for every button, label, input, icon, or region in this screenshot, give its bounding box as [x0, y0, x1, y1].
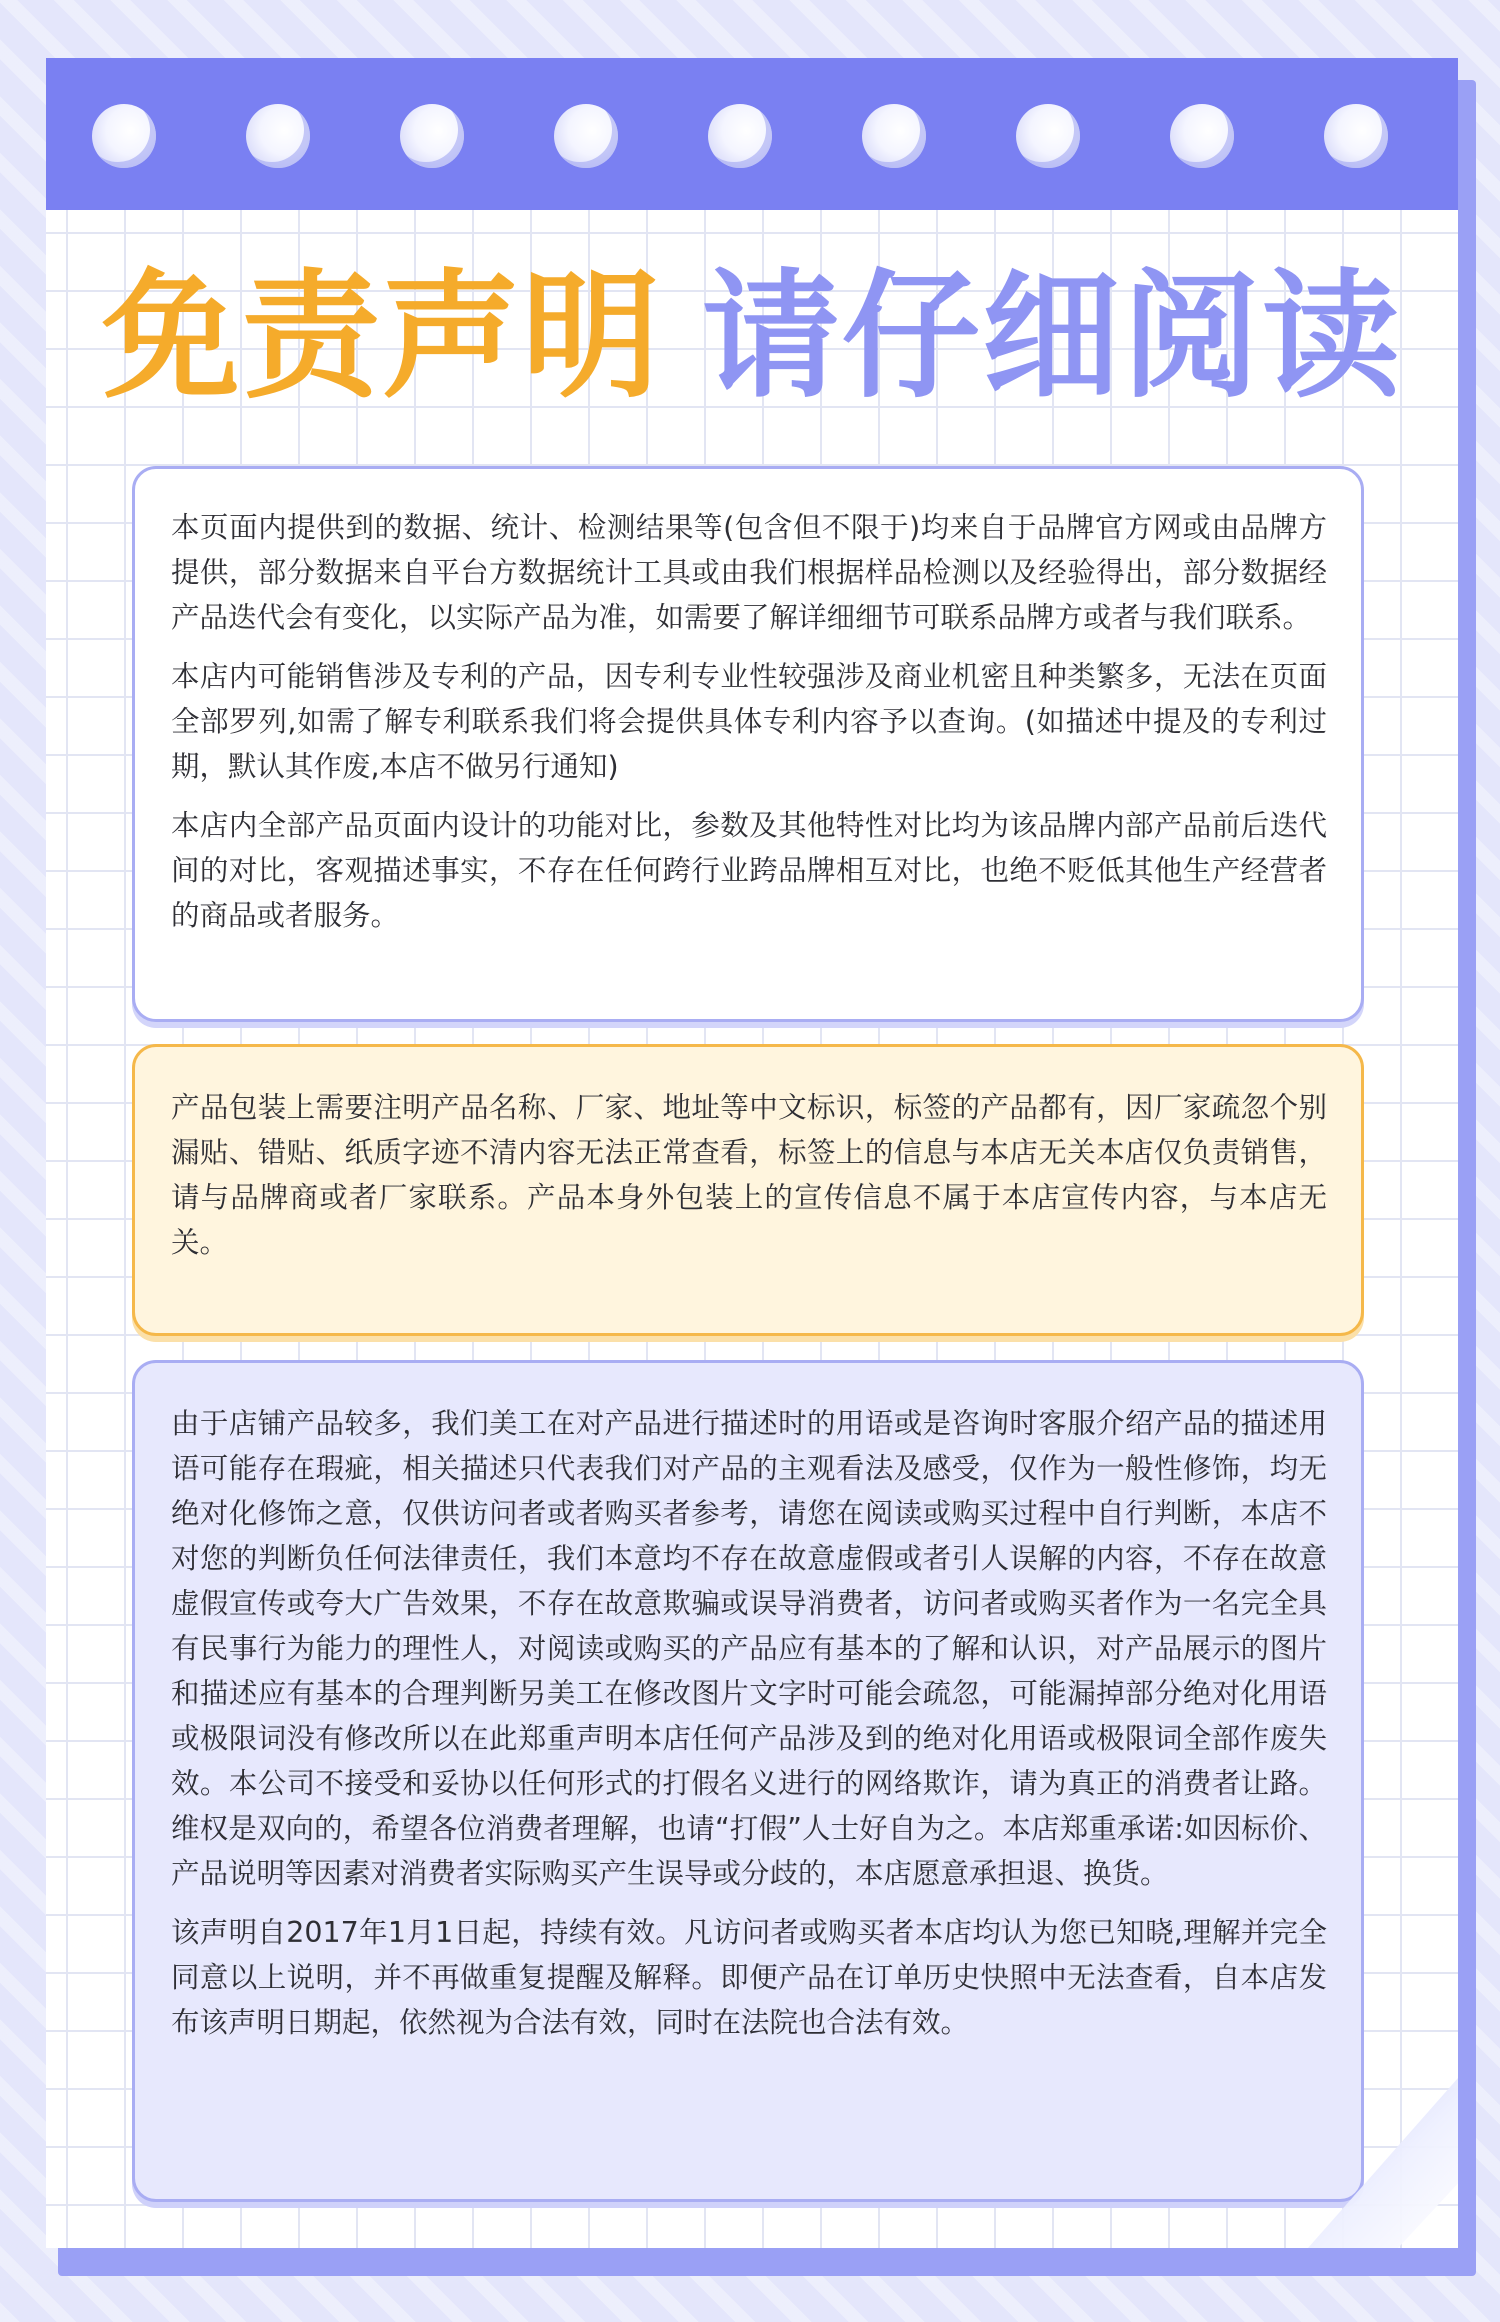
binder-ring-2: [246, 104, 310, 168]
paragraph: 本店内全部产品页面内设计的功能对比，参数及其他特性对比均为该品牌内部产品前后迭代间的对比，客观描述事实，不存在任何跨行业跨品牌相互对比，也绝不贬低其他生产经营者的商品或者服务。: [171, 809, 1327, 932]
title-read-carefully: 请仔细阅读: [702, 256, 1403, 417]
disclaimer-card-descriptions: [132, 1360, 1364, 2202]
binder-ring-5: [708, 104, 772, 168]
page-title: [46, 256, 1458, 417]
binder-ring-9: [1324, 104, 1388, 168]
binder-ring-6: [862, 104, 926, 168]
paragraph: 该声明自2017年1月1日起，持续有效。凡访问者或购买者本店均认为您已知晓,理解并完全同意以上说明，并不再做重复提醒及解释。即便产品在订单历史快照中无法查看，自本店发布该声明日期起，依然视为合法有效，同时在法院也合法有效。: [171, 1916, 1327, 2039]
paragraph: 由于店铺产品较多，我们美工在对产品进行描述时的用语或是咨询时客服介绍产品的描述用语可能存在瑕疵，相关描述只代表我们对产品的主观看法及感受，仅作为一般性修饰，均无绝对化修饰之意，仅供访问者或者购买者参考，请您在阅读或购买过程中自行判断，本店不对您的判断负任何法律责任，我们本意均不存在故意虚假或者引人误解的内容，不存在故意虚假宣传或夸大广告效果，不存在故意欺骗或误导消费者，访问者或购买者作为一名完全具有民事行为能力的理性人，对阅读或购买的产品应有基本的了解和认识，对产品展示的图片和描述应有基本的合理判断另美工在修改图片文字时可能会疏忽，可能漏掉部分绝对化用语或极限词没有修改所以在此郑重声明本店任何产品涉及到的绝对化用语或极限词全部作废失效。本公司不接受和妥协以任何形式的打假名义进行的网络欺诈，请为真正的消费者让路。维权是双向的，希望各位消费者理解，也请“打假”人士好自为之。本店郑重承诺:如因标价、产品说明等因素对消费者实际购买产生误导或分歧的，本店愿意承担退、换货。: [171, 1407, 1327, 1890]
notebook-page: [46, 58, 1458, 2248]
binder-ring-3: [400, 104, 464, 168]
binder-header: [46, 58, 1458, 210]
title-disclaimer: 免责声明: [101, 256, 662, 417]
paragraph: 产品包装上需要注明产品名称、厂家、地址等中文标识，标签的产品都有，因厂家疏忽个别漏贴、错贴、纸质字迹不清内容无法正常查看，标签上的信息与本店无关本店仅负责销售，请与品牌商或者厂家联系。产品本身外包装上的宣传信息不属于本店宣传内容，与本店无关。: [171, 1091, 1327, 1259]
binder-ring-8: [1170, 104, 1234, 168]
paragraph: 本店内可能销售涉及专利的产品，因专利专业性较强涉及商业机密且种类繁多，无法在页面全部罗列,如需了解专利联系我们将会提供具体专利内容予以查询。(如描述中提及的专利过期，默认其作废,本店不做另行通知): [171, 660, 1327, 783]
binder-ring-1: [92, 104, 156, 168]
paragraph: 本页面内提供到的数据、统计、检测结果等(包含但不限于)均来自于品牌官方网或由品牌方提供，部分数据来自平台方数据统计工具或由我们根据样品检测以及经验得出，部分数据经产品迭代会有变化，以实际产品为准，如需要了解详细细节可联系品牌方或者与我们联系。: [171, 511, 1327, 634]
disclaimer-card-packaging: [132, 1044, 1364, 1336]
disclaimer-card-data-sources: [132, 466, 1364, 1022]
binder-ring-4: [554, 104, 618, 168]
binder-ring-7: [1016, 104, 1080, 168]
